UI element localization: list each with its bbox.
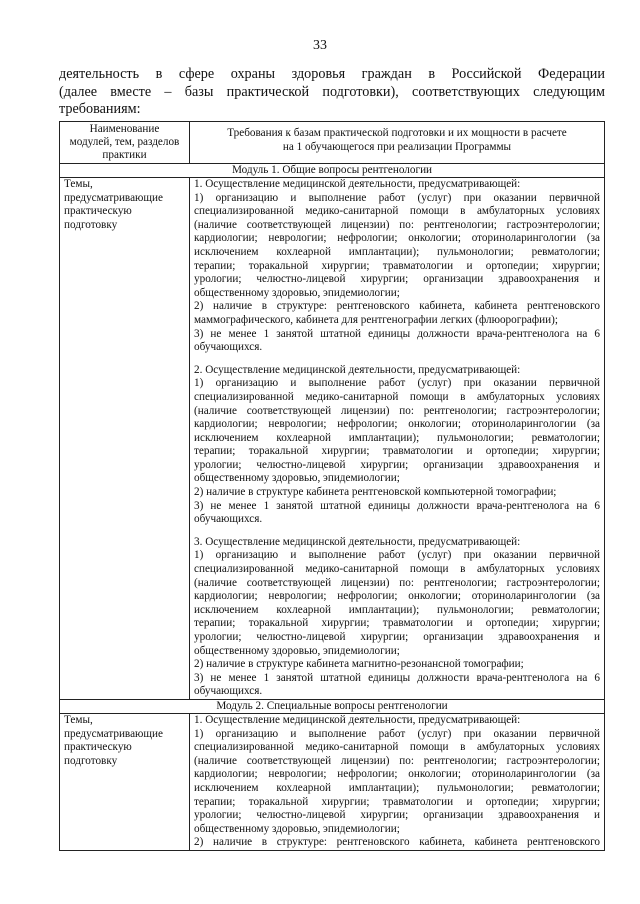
intro-paragraph [59,66,605,119]
header-col-requirements [190,122,605,164]
requirement-line: урологии; челюстно-лицевой хирургии; организации здравоохранения и [194,809,600,822]
topic-cell [60,178,190,700]
requirement-line: 3) не менее 1 занятой штатной единицы должности врача-рентгенолога на 6 [194,327,600,340]
requirement-line: обучающихся. [194,685,263,698]
requirements-cell [190,713,605,850]
table-row [60,178,605,700]
requirement-line: 2) наличие в структуре кабинета магнитно-резонансной томографии; [194,658,524,671]
requirement-line: (наличие соответствующей лицензии) по: рентгенологии; гастроэнтерологии; [194,404,600,417]
intro-line: деятельность в сфере охраны здоровья граждан в Российской Федерации [59,66,605,82]
header-line: практики [102,149,147,161]
requirement-line: маммографического, кабинета для рентгенографии легких (флюорографии); [194,313,558,326]
topic-line: подготовку [64,754,118,767]
requirements-table [59,121,605,851]
module-title-row [60,699,605,713]
requirement-line: 1) организацию и выполнение работ (услуг) при оказании первичной [194,549,600,562]
requirement-line: исключением кохлеарной имплантации); пульмонологии; ревматологии; [194,781,600,794]
topic-line: практическую [64,741,132,754]
requirement-line: 2. Осуществление медицинской деятельности, предусматривающей: [194,363,521,376]
requirement-line: обучающихся. [194,341,263,354]
requirement-line: общественному здоровью, эпидемиологии; [194,286,400,299]
topic-line: Темы, [64,178,93,190]
requirement-line: общественному здоровью, эпидемиологии; [194,822,400,835]
requirement-line: 3) не менее 1 занятой штатной единицы должности врача-рентгенолога на 6 [194,499,600,512]
topic-line: практическую [64,205,132,218]
requirement-block [194,536,600,699]
requirement-line: исключением кохлеарной имплантации); пульмонологии; ревматологии; [194,245,600,258]
requirement-line: терапии; торакальной хирургии; травматологии и ортопедии; хирургии; [194,259,600,272]
requirement-line: (наличие соответствующей лицензии) по: рентгенологии; гастроэнтерологии; [194,576,600,589]
requirement-block [194,714,600,850]
header-line: на 1 обучающегося при реализации Программы [282,141,512,153]
requirement-line: обучающихся. [194,513,263,526]
header-col-topics [60,122,190,164]
topic-line: Темы, [64,713,93,726]
requirement-line: кардиологии; неврологии; нефрологии; онкологии; оториноларингологии (за [194,418,600,431]
header-line: Требования к базам практической подготовки и их мощности в расчете [227,127,567,139]
requirement-line: 3) не менее 1 занятой штатной единицы должности врача-рентгенолога на 6 [194,671,600,684]
intro-line: требованиям: [59,101,141,117]
topic-line: предусматривающие [64,191,163,204]
requirement-line: специализированной медико-санитарной помощи в амбулаторных условиях [194,205,600,218]
requirement-block [194,364,600,527]
requirement-line: 1) организацию и выполнение работ (услуг) при оказании первичной [194,191,600,204]
requirement-line: терапии; торакальной хирургии; травматологии и ортопедии; хирургии; [194,617,600,630]
topic-line: предусматривающие [64,727,163,740]
requirement-line: кардиологии; неврологии; нефрологии; онкологии; оториноларингологии (за [194,768,600,781]
topic-line: подготовку [64,218,118,231]
requirement-line: 2) наличие в структуре: рентгеновского кабинета, кабинета рентгеновского [194,300,600,313]
requirement-line: 3. Осуществление медицинской деятельности, предусматривающей: [194,535,521,548]
table-header-row [60,122,605,164]
page-number: 33 [313,38,327,53]
requirement-line: кардиологии; неврологии; нефрологии; онкологии; оториноларингологии (за [194,232,600,245]
requirement-line: исключением кохлеарной имплантации); пульмонологии; ревматологии; [194,431,600,444]
requirement-line: (наличие соответствующей лицензии) по: рентгенологии; гастроэнтерологии; [194,218,600,231]
requirement-line: общественному здоровью, эпидемиологии; [194,644,400,657]
requirement-line: 2) наличие в структуре кабинета рентгеновской компьютерной томографии; [194,486,557,499]
requirement-line: урологии; челюстно-лицевой хирургии; организации здравоохранения и [194,273,600,286]
requirement-block [194,178,600,355]
requirement-line: урологии; челюстно-лицевой хирургии; организации здравоохранения и [194,631,600,643]
requirement-line: исключением кохлеарной имплантации); пульмонологии; ревматологии; [194,603,600,616]
topic-cell [60,713,190,850]
module-title-row [60,164,605,178]
requirement-line: специализированной медико-санитарной помощи в амбулаторных условиях [194,390,600,403]
intro-line: (далее вместе – базы практической подготовки), соответствующих следующим [59,83,605,100]
requirement-line: урологии; челюстно-лицевой хирургии; организации здравоохранения и [194,458,600,471]
requirement-line: 1. Осуществление медицинской деятельности, предусматривающей: [194,178,521,190]
requirement-line: 2) наличие в структуре: рентгеновского кабинета, кабинета рентгеновского [194,836,600,849]
requirement-line: 1) организацию и выполнение работ (услуг) при оказании первичной [194,377,600,390]
requirement-line: кардиологии; неврологии; нефрологии; онкологии; оториноларингологии (за [194,590,600,603]
requirement-line: общественному здоровью, эпидемиологии; [194,472,400,485]
module-title: Модуль 1. Общие вопросы рентгенологии [60,164,605,178]
header-line: Наименование [89,123,160,135]
header-line: модулей, тем, разделов [69,136,180,148]
requirement-line: 1. Осуществление медицинской деятельности, предусматривающей: [194,713,521,726]
requirement-line: терапии; торакальной хирургии; травматологии и ортопедии; хирургии; [194,795,600,808]
requirement-line: (наличие соответствующей лицензии) по: рентгенологии; гастроэнтерологии; [194,754,600,767]
module-title: Модуль 2. Специальные вопросы рентгенологии [60,699,605,713]
table-row [60,713,605,850]
requirement-line: 1) организацию и выполнение работ (услуг) при оказании первичной [194,727,600,740]
requirements-cell [190,178,605,700]
requirement-line: специализированной медико-санитарной помощи в амбулаторных условиях [194,563,600,576]
requirement-line: специализированной медико-санитарной помощи в амбулаторных условиях [194,741,600,754]
requirement-line: терапии; торакальной хирургии; травматологии и ортопедии; хирургии; [194,445,600,458]
